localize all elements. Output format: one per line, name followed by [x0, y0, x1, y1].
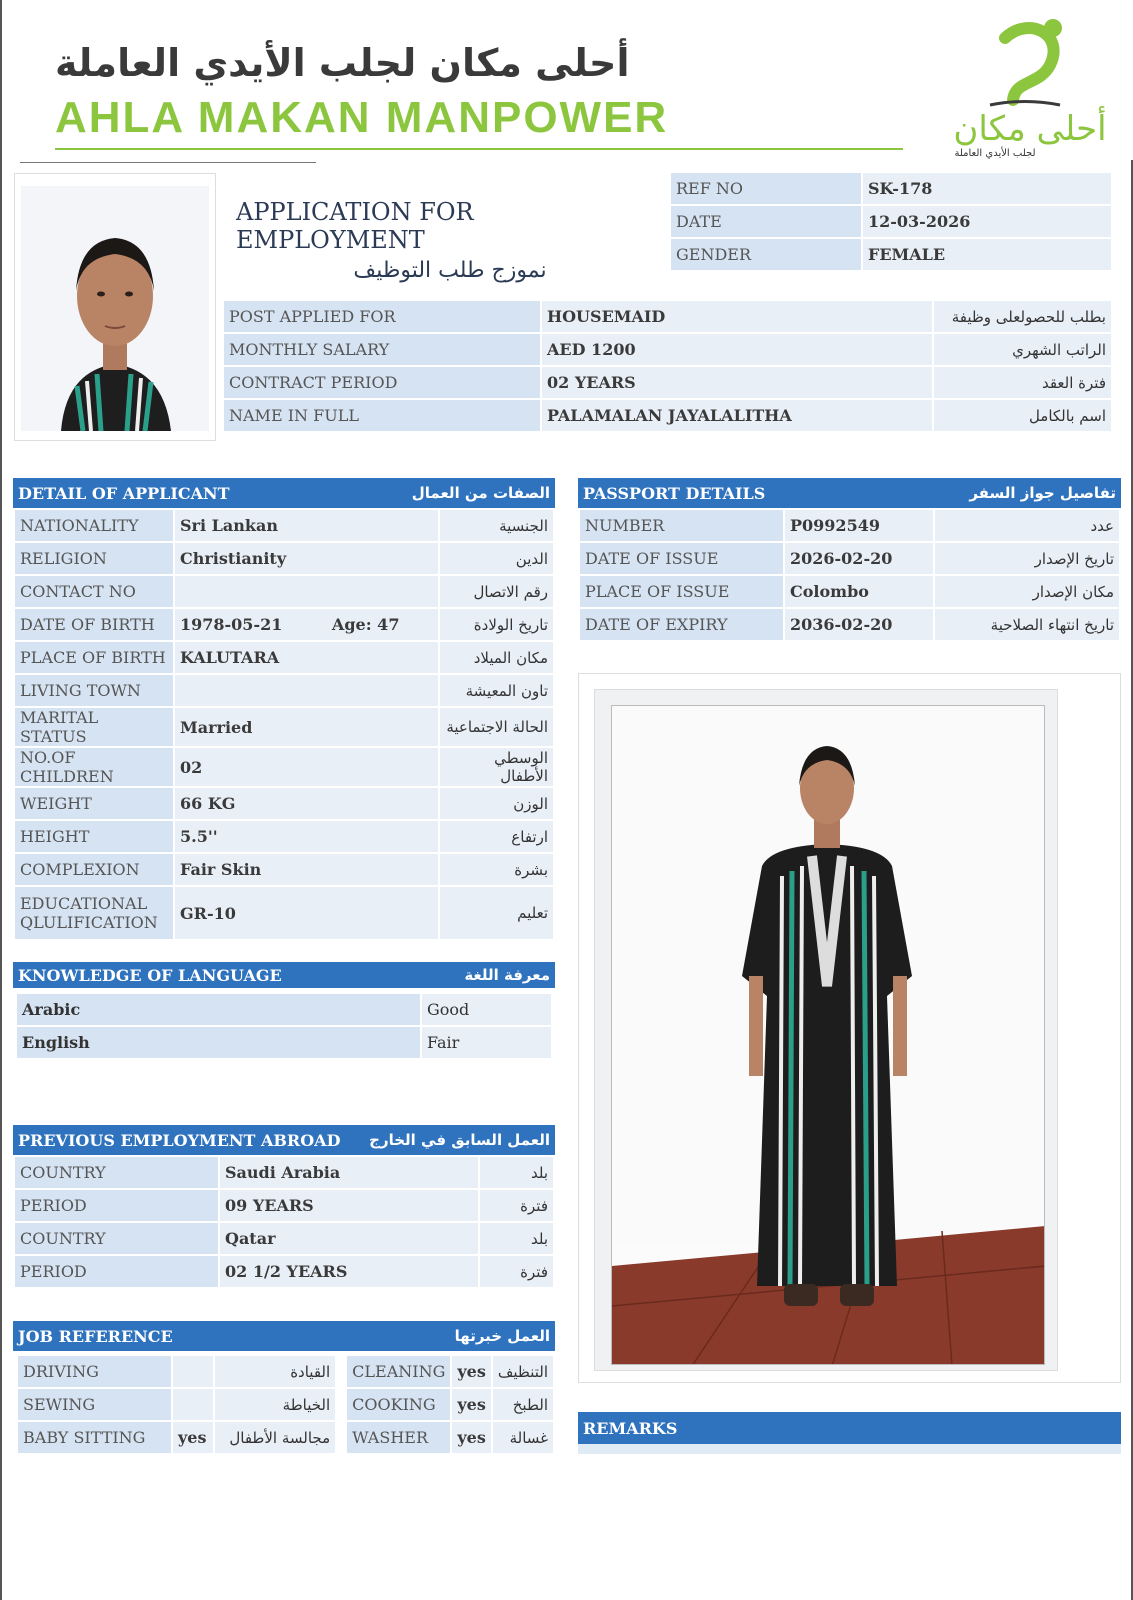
row-label-arabic: بشرة [439, 853, 554, 886]
section-header [13, 1321, 555, 1351]
row-label: NUMBER [579, 509, 784, 542]
row-value [174, 575, 439, 608]
header-rule-secondary [20, 162, 316, 163]
remarks-header [578, 1412, 1121, 1444]
table-row [17, 1421, 336, 1454]
table-row [223, 300, 1112, 333]
row-label: RELIGION [14, 542, 174, 575]
row-label-arabic: فترة [479, 1255, 554, 1288]
row-label: CONTACT NO [14, 575, 174, 608]
row-label-arabic: الدين [439, 542, 554, 575]
job-reference-right-table [345, 1354, 555, 1455]
section-title-arabic: تفاصيل جواز السفر [969, 484, 1116, 502]
skill-label: DRIVING [17, 1355, 172, 1388]
row-label-arabic: الحالة الاجتماعية [439, 707, 554, 747]
dob-value: 1978-05-21 [180, 615, 283, 634]
row-label: WEIGHT [14, 787, 174, 820]
row-value: GR-10 [174, 886, 439, 940]
table-row [346, 1388, 554, 1421]
job-reference-section [13, 1321, 555, 1455]
row-label: NATIONALITY [14, 509, 174, 542]
table-row [670, 238, 1112, 271]
skill-label: COOKING [346, 1388, 451, 1421]
row-value: 02 [174, 747, 439, 787]
skill-label: BABY SITTING [17, 1421, 172, 1454]
table-row [579, 608, 1120, 641]
table-row [670, 172, 1112, 205]
row-value [174, 674, 439, 707]
row-label: PERIOD [14, 1189, 219, 1222]
section-header [13, 1125, 555, 1155]
section-title-arabic: العمل خبرتها [454, 1327, 550, 1345]
section-header [578, 478, 1121, 508]
language-level: Fair [421, 1026, 552, 1059]
brand-name-english: AHLA MAKAN MANPOWER [55, 93, 669, 142]
left-border [0, 0, 2, 1600]
salary-label-arabic: الراتب الشهري [933, 333, 1112, 366]
table-row [14, 1222, 554, 1255]
row-value: 66 KG [174, 787, 439, 820]
row-label-arabic: الوسطي الأطفال [439, 747, 554, 787]
table-row [14, 608, 554, 641]
language-table [15, 992, 553, 1060]
table-row [14, 1255, 554, 1288]
salary-value: AED 1200 [541, 333, 933, 366]
table-row [14, 575, 554, 608]
row-value: Married [174, 707, 439, 747]
row-label-arabic: تاون المعيشة [439, 674, 554, 707]
section-title: DETAIL OF APPLICANT [18, 483, 230, 503]
table-row [17, 1388, 336, 1421]
date-label: DATE [670, 205, 862, 238]
row-label-arabic: مكان الإصدار [934, 575, 1120, 608]
full-length-photo [578, 673, 1121, 1383]
salary-label: MONTHLY SALARY [223, 333, 541, 366]
name-label-arabic: اسم بالكامل [933, 399, 1112, 432]
section-title: PREVIOUS EMPLOYMENT ABROAD [18, 1130, 341, 1150]
row-label: PLACE OF BIRTH [14, 641, 174, 674]
row-label: DATE OF EXPIRY [579, 608, 784, 641]
contract-value: 02 YEARS [541, 366, 933, 399]
applicant-table [13, 508, 555, 941]
skill-value: yes [451, 1355, 491, 1388]
age-value: Age: 47 [331, 615, 400, 634]
skill-label: CLEANING [346, 1355, 451, 1388]
post-value: HOUSEMAID [541, 300, 933, 333]
row-label: COUNTRY [14, 1156, 219, 1189]
table-row [223, 399, 1112, 432]
table-row [14, 509, 554, 542]
skill-value [172, 1388, 214, 1421]
previous-employment-section [13, 1125, 555, 1289]
row-value: Fair Skin [174, 853, 439, 886]
gender-value: FEMALE [862, 238, 1112, 271]
row-value: Christianity [174, 542, 439, 575]
row-value: Colombo [784, 575, 934, 608]
row-label-arabic: فترة [479, 1189, 554, 1222]
passport-section [578, 478, 1121, 642]
row-value: 09 YEARS [219, 1189, 479, 1222]
row-label: DATE OF ISSUE [579, 542, 784, 575]
table-row [346, 1355, 554, 1388]
passport-table [578, 508, 1121, 642]
skill-label-arabic: غسالة [492, 1421, 554, 1454]
row-label: HEIGHT [14, 820, 174, 853]
name-label: NAME IN FULL [223, 399, 541, 432]
contract-label: CONTRACT PERIOD [223, 366, 541, 399]
remarks-area [578, 1444, 1121, 1454]
name-value: PALAMALAN JAYALALITHA [541, 399, 933, 432]
row-label-arabic: ارتفاع [439, 820, 554, 853]
row-label-arabic: الوزن [439, 787, 554, 820]
table-row [670, 205, 1112, 238]
row-label-arabic: بلد [479, 1156, 554, 1189]
remarks-title: REMARKS [583, 1418, 678, 1438]
section-title-arabic: معرفة اللغة [464, 966, 550, 984]
row-label-arabic: الجنسية [439, 509, 554, 542]
skill-value: yes [172, 1421, 214, 1454]
row-value [174, 608, 439, 641]
table-row [223, 333, 1112, 366]
gender-label: GENDER [670, 238, 862, 271]
table-row [14, 707, 554, 747]
table-row [223, 366, 1112, 399]
table-row [579, 542, 1120, 575]
row-value: 02 1/2 YEARS [219, 1255, 479, 1288]
row-value: Qatar [219, 1222, 479, 1255]
section-header [13, 478, 555, 508]
row-value: 2026-02-20 [784, 542, 934, 575]
row-value: Sri Lankan [174, 509, 439, 542]
date-value: 12-03-2026 [862, 205, 1112, 238]
post-label: POST APPLIED FOR [223, 300, 541, 333]
table-row [14, 820, 554, 853]
previous-employment-table [13, 1155, 555, 1289]
row-label: PERIOD [14, 1255, 219, 1288]
form-title-arabic: نموزج طلب التوظيف [353, 258, 547, 283]
language-section [13, 962, 555, 1060]
ref-no-value: SK-178 [862, 172, 1112, 205]
row-label: LIVING TOWN [14, 674, 174, 707]
row-label: DATE OF BIRTH [14, 608, 174, 641]
table-row [14, 787, 554, 820]
row-label: EDUCATIONAL QLULIFICATION [14, 886, 174, 940]
company-logo [935, 10, 1115, 160]
skill-value [172, 1355, 214, 1388]
portrait-image [21, 186, 209, 431]
row-value: 2036-02-20 [784, 608, 934, 641]
row-label: NO.OF CHILDREN [14, 747, 174, 787]
skill-value: yes [451, 1388, 491, 1421]
table-row [579, 509, 1120, 542]
row-value: P0992549 [784, 509, 934, 542]
row-label: COMPLEXION [14, 853, 174, 886]
table-row [579, 575, 1120, 608]
skill-label: WASHER [346, 1421, 451, 1454]
header-rule [55, 148, 903, 150]
table-row [17, 1355, 336, 1388]
language-level: Good [421, 993, 552, 1026]
row-label-arabic: تاريخ الولادة [439, 608, 554, 641]
applicant-photo [14, 173, 216, 441]
row-value: 5.5'' [174, 820, 439, 853]
applicant-section [13, 478, 555, 941]
table-row [14, 1189, 554, 1222]
skill-label-arabic: التنظيف [492, 1355, 554, 1388]
ref-no-label: REF NO [670, 172, 862, 205]
logo-subtext: لجلب الأيدي العاملة [954, 148, 1036, 159]
table-row [346, 1421, 554, 1454]
table-row [14, 747, 554, 787]
row-value: Saudi Arabia [219, 1156, 479, 1189]
brand-name-arabic: أحلى مكان لجلب الأيدي العاملة [55, 41, 630, 85]
skill-label-arabic: الطبخ [492, 1388, 554, 1421]
post-table [222, 299, 1113, 433]
job-reference-left-table [16, 1354, 337, 1455]
row-label-arabic: عدد [934, 509, 1120, 542]
table-row [14, 886, 554, 940]
row-label: COUNTRY [14, 1222, 219, 1255]
section-title-arabic: الصفات من العمال [411, 484, 550, 502]
table-row [14, 542, 554, 575]
contract-label-arabic: فترة العقد [933, 366, 1112, 399]
skill-label-arabic: الخياطة [214, 1388, 336, 1421]
row-label-arabic: مكان الميلاد [439, 641, 554, 674]
section-title-arabic: العمل السابق في الخارج [369, 1131, 550, 1149]
logo-text: أحلى مكان [953, 109, 1107, 149]
language-name: English [16, 1026, 421, 1059]
skill-value: yes [451, 1421, 491, 1454]
row-label-arabic: بلد [479, 1222, 554, 1255]
language-name: Arabic [16, 993, 421, 1026]
skill-label-arabic: القيادة [214, 1355, 336, 1388]
table-row [14, 674, 554, 707]
section-header [13, 962, 555, 988]
row-label-arabic: تاريخ انتهاء الصلاحية [934, 608, 1120, 641]
section-title: JOB REFERENCE [18, 1326, 173, 1346]
table-row [14, 641, 554, 674]
table-row [16, 993, 552, 1026]
table-row [14, 1156, 554, 1189]
table-row [16, 1026, 552, 1059]
form-title: APPLICATION FOR EMPLOYMENT [236, 198, 474, 254]
row-label-arabic: رقم الاتصال [439, 575, 554, 608]
section-title: PASSPORT DETAILS [583, 483, 766, 503]
row-label: PLACE OF ISSUE [579, 575, 784, 608]
row-label-arabic: تعليم [439, 886, 554, 940]
row-label: MARITAL STATUS [14, 707, 174, 747]
skill-label-arabic: مجالسة الأطفال [214, 1421, 336, 1454]
row-label-arabic: تاريخ الإصدار [934, 542, 1120, 575]
section-title: KNOWLEDGE OF LANGUAGE [18, 965, 282, 985]
post-label-arabic: بطلب للحصولعلى وظيفة [933, 300, 1112, 333]
row-value: KALUTARA [174, 641, 439, 674]
skill-label: SEWING [17, 1388, 172, 1421]
full-body-image [612, 706, 1045, 1365]
table-row [14, 853, 554, 886]
reference-table [669, 171, 1113, 272]
